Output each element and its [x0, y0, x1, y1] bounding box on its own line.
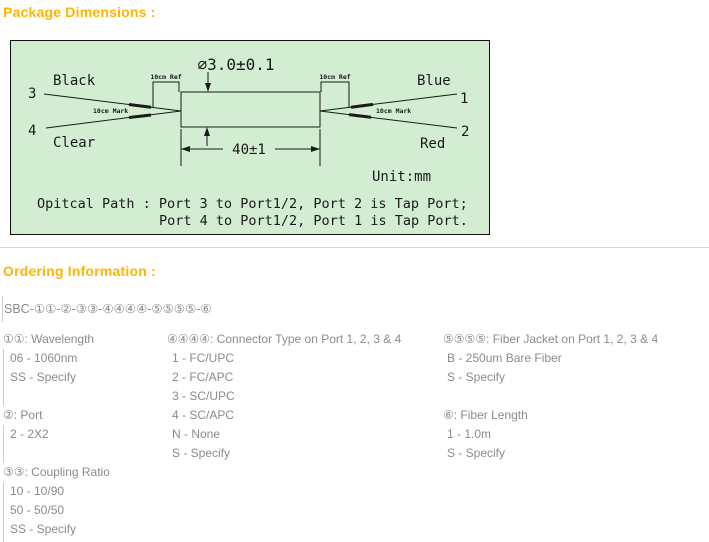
ordering-cell-left [3, 387, 167, 406]
port-1-number: 1 [460, 91, 469, 107]
ordering-cell-mid [167, 463, 443, 482]
port-4-color-label: Clear [53, 135, 96, 151]
port-3-color-label: Black [53, 73, 96, 89]
ref-callout-left [150, 73, 181, 108]
ordering-row [3, 463, 706, 482]
diameter-dimension-label: ∅3.0±0.1 [197, 55, 275, 74]
ordering-cell-right [443, 501, 706, 520]
ordering-row [3, 482, 706, 501]
ordering-information-heading: Ordering Information : [3, 263, 156, 279]
ordering-cell-left: SS - Specify [3, 520, 167, 539]
ordering-row [3, 444, 706, 463]
ordering-cell-right: S - Specify [447, 370, 506, 384]
ordering-cell-mid: 4 - SC/APC [172, 408, 235, 422]
ordering-cell-left: 06 - 1060nm [3, 349, 167, 368]
ordering-cell-left: 2 - 2X2 [3, 425, 167, 444]
ordering-cell-mid: S - Specify [172, 446, 231, 460]
ordering-row [3, 520, 706, 539]
ordering-cell-mid: 2 - FC/APC [172, 370, 234, 384]
ordering-row [3, 425, 706, 444]
ordering-row [3, 387, 706, 406]
optical-path-line-2: Port 4 to Port1/2, Port 1 is Tap Port. [159, 213, 468, 229]
ordering-cell-left: ①①: Wavelength [3, 332, 95, 346]
package-dimensions-heading: Package Dimensions : [3, 4, 156, 20]
ordering-cell-left [3, 444, 167, 463]
ordering-cell-right [443, 387, 706, 406]
port-2-color-label: Red [420, 136, 446, 152]
length-dimension [181, 129, 320, 166]
ordering-cell-right: S - Specify [447, 446, 506, 460]
ordering-cell-right [443, 482, 706, 501]
ordering-row [3, 406, 706, 425]
ordering-cell-right: ⑤⑤⑤⑤: Fiber Jacket on Port 1, 2, 3 & 4 [443, 332, 659, 346]
ordering-cell-left: ②: Port [3, 408, 43, 422]
ordering-grid [3, 330, 706, 542]
mark-right-label: 10cm Mark [376, 107, 412, 115]
port-3-number: 3 [28, 86, 37, 102]
fiber-marks [129, 104, 373, 117]
package-body-outline [181, 92, 320, 127]
ordering-cell-right: B - 250um Bare Fiber [447, 351, 562, 365]
port-1-color-label: Blue [417, 73, 451, 89]
ordering-row [3, 349, 706, 368]
ordering-cell-left: 10 - 10/90 [3, 482, 167, 501]
ordering-cell-left: SS - Specify [3, 368, 167, 387]
ordering-cell-mid: 1 - FC/UPC [172, 351, 235, 365]
unit-label: Unit:mm [372, 169, 432, 185]
ordering-cell-mid: ④④④④: Connector Type on Port 1, 2, 3 & 4 [167, 332, 402, 346]
ordering-row [3, 368, 706, 387]
ordering-cell-left: 50 - 50/50 [3, 501, 167, 520]
ref-left-label: 10cm Ref [150, 73, 182, 81]
ordering-cell-mid [167, 501, 443, 520]
ordering-cell-mid: N - None [172, 427, 221, 441]
ordering-cell-mid [167, 482, 443, 501]
ordering-cell-right: ⑥: Fiber Length [443, 408, 528, 422]
ordering-cell-right [443, 520, 706, 539]
ref-right-label: 10cm Ref [319, 73, 351, 81]
ordering-cell-left: ③③: Coupling Ratio [3, 465, 110, 479]
ordering-row [3, 330, 706, 349]
ordering-cell-mid: 3 - SC/UPC [172, 389, 235, 403]
section-divider [0, 247, 709, 248]
ordering-row [3, 501, 706, 520]
package-diagram [10, 40, 490, 235]
port-4-number: 4 [28, 123, 37, 139]
ordering-cell-mid [167, 520, 443, 539]
package-diagram-svg [11, 41, 489, 234]
optical-path-line-1: Opitcal Path : Port 3 to Port1/2, Port 2 is Tap Port; [37, 196, 468, 212]
ordering-cell-right: 1 - 1.0m [447, 427, 492, 441]
port-2-number: 2 [461, 124, 470, 140]
ref-callout-right [319, 73, 350, 108]
ordering-cell-right [443, 463, 706, 482]
mark-left-label: 10cm Mark [93, 107, 129, 115]
length-dimension-label: 40±1 [232, 142, 266, 158]
diameter-dimension [197, 55, 274, 146]
ordering-code: SBC-①①-②-③③-④④④④-⑤⑤⑤⑤-⑥ [2, 296, 212, 322]
